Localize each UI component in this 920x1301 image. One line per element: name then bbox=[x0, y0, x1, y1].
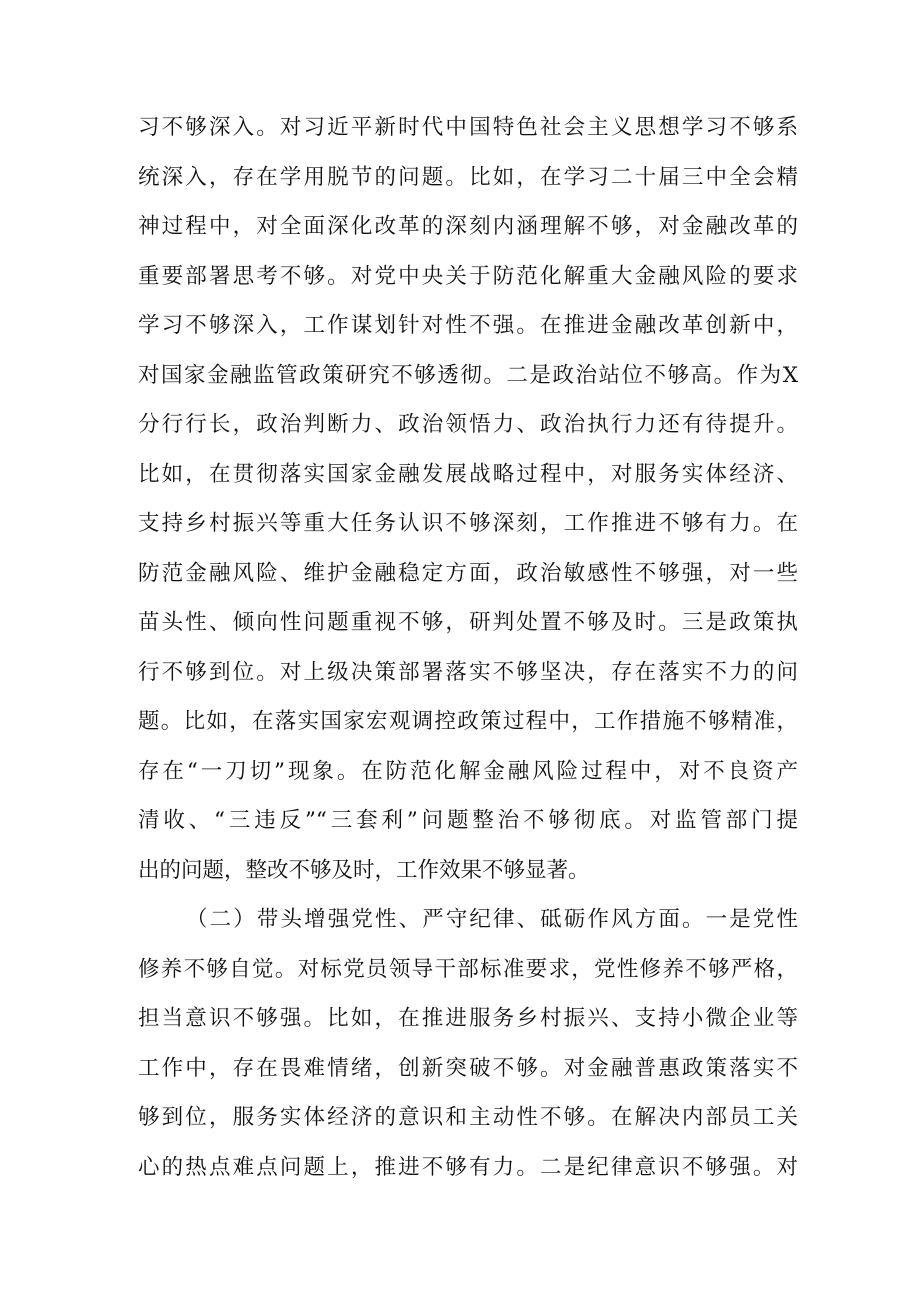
text-line-20: 工作中，存在畏难情绪，创新突破不够。对金融普惠政策落实不 bbox=[138, 1056, 798, 1081]
text-line-15: 清收、“三违反”“三套利”问题整治不够彻底。对监管部门提 bbox=[138, 808, 798, 833]
text-line-12: 行不够到位。对上级决策部署落实不够坚决，存在落实不力的问 bbox=[138, 660, 798, 685]
text-line-3: 神过程中，对全面深化改革的深刻内涵理解不够，对金融改革的 bbox=[138, 214, 798, 239]
text-line-6: 对国家金融监管政策研究不够透彻。二是政治站位不够高。作为X bbox=[138, 363, 798, 388]
text-line-16: 出的问题，整改不够及时，工作效果不够显著。 bbox=[138, 858, 590, 883]
text-line-17: （二）带头增强党性、严守纪律、砥砺作风方面。一是党性 bbox=[186, 907, 798, 932]
text-line-2: 统深入，存在学用脱节的问题。比如，在学习二十届三中全会精 bbox=[138, 165, 798, 190]
text-line-10: 防范金融风险、维护金融稳定方面，政治敏感性不够强，对一些 bbox=[138, 561, 798, 586]
text-line-13: 题。比如，在落实国家宏观调控政策过程中，工作措施不够精准， bbox=[138, 709, 798, 734]
text-line-4: 重要部署思考不够。对党中央关于防范化解重大金融风险的要求 bbox=[138, 264, 798, 289]
text-line-5: 学习不够深入，工作谋划针对性不强。在推进金融改革创新中， bbox=[138, 313, 798, 338]
text-line-11: 苗头性、倾向性问题重视不够，研判处置不够及时。三是政策执 bbox=[138, 610, 798, 635]
text-line-22: 心的热点难点问题上，推进不够有力。二是纪律意识不够强。对 bbox=[138, 1155, 798, 1180]
text-line-7: 分行行长，政治判断力、政治领悟力、政治执行力还有待提升。 bbox=[138, 412, 798, 437]
text-line-8: 比如，在贯彻落实国家金融发展战略过程中，对服务实体经济、 bbox=[138, 462, 798, 487]
text-line-9: 支持乡村振兴等重大任务认识不够深刻，工作推进不够有力。在 bbox=[138, 511, 798, 536]
text-line-18: 修养不够自觉。对标党员领导干部标准要求，党性修养不够严格， bbox=[138, 957, 798, 982]
text-line-19: 担当意识不够强。比如，在推进服务乡村振兴、支持小微企业等 bbox=[138, 1006, 798, 1031]
text-line-14: 存在“一刀切”现象。在防范化解金融风险过程中，对不良资产 bbox=[138, 759, 798, 784]
text-line-21: 够到位，服务实体经济的意识和主动性不够。在解决内部员工关 bbox=[138, 1105, 798, 1130]
text-line-1: 习不够深入。对习近平新时代中国特色社会主义思想学习不够系 bbox=[138, 115, 798, 140]
